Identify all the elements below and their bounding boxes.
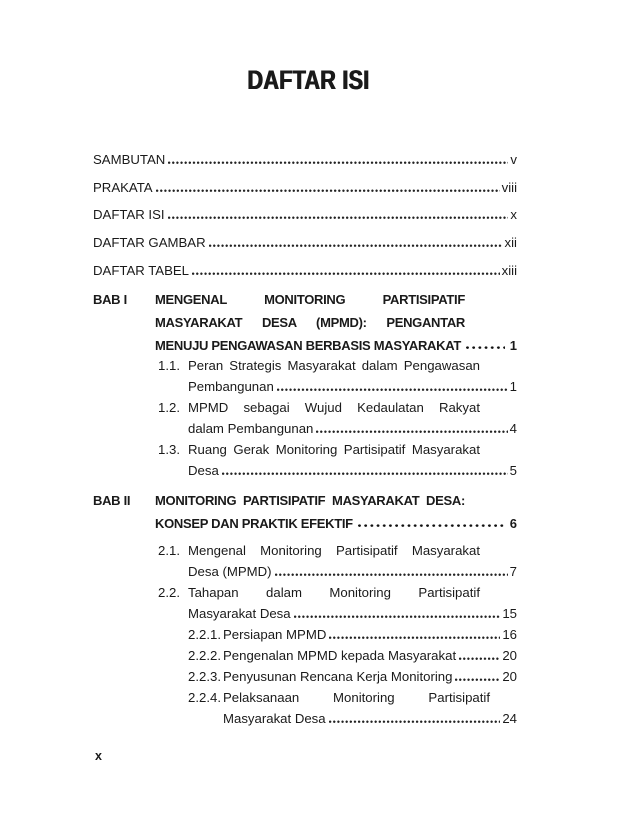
- section-title-line: Pembangunan: [188, 378, 274, 394]
- chapter-heading-bab-1[interactable]: [93, 288, 517, 357]
- section-title-line: Ruang Gerak Monitoring Partisipatif Masyarakat: [188, 441, 480, 457]
- chapter-bab-1: [93, 288, 517, 481]
- dot-leader: [222, 472, 508, 475]
- dot-leader: [275, 573, 508, 576]
- chapter-page: 6: [509, 515, 517, 531]
- section-title-line: Peran Strategis Masyarakat dalam Pengawasan: [188, 357, 480, 373]
- toc-entry-page: v: [510, 152, 517, 167]
- section-title-line: MPMD sebagai Wujud Kedaulatan Rakyat: [188, 399, 480, 415]
- section-number: 1.3.: [158, 441, 180, 457]
- toc-entry-label: DAFTAR TABEL: [93, 262, 189, 278]
- chapter-title-line: MENUJU PENGAWASAN BERBASIS MASYARAKAT: [155, 337, 461, 353]
- section-number: 2.1.: [158, 542, 180, 558]
- section-title-line: Mengenal Monitoring Partisipatif Masyarakat: [188, 542, 480, 558]
- subsection-page: 20: [502, 668, 517, 684]
- dot-leader: [168, 161, 508, 164]
- section-page: 4: [509, 420, 517, 436]
- toc-entry-page: xii: [504, 235, 517, 251]
- toc-entry-page: xiii: [501, 262, 517, 278]
- dot-leader: [466, 346, 505, 349]
- subsection-title-line: Penyusunan Rencana Kerja Monitoring: [223, 668, 453, 684]
- chapter-label: BAB I: [93, 291, 127, 307]
- subsection-number: 2.2.2.: [188, 647, 221, 663]
- subsection-title-line: Masyarakat Desa: [223, 710, 326, 726]
- dot-leader: [459, 657, 500, 660]
- chapter-sections: [158, 355, 517, 481]
- toc-entry-2-2-1[interactable]: [188, 624, 517, 645]
- section-page: 7: [509, 563, 517, 579]
- toc-entry-2-2[interactable]: [158, 582, 517, 729]
- toc-entry-1-1[interactable]: [158, 355, 517, 397]
- chapter-title-line: MASYARAKAT DESA (MPMD): PENGANTAR: [155, 314, 465, 330]
- chapter-page: 1: [509, 337, 517, 353]
- chapter-title-line: MONITORING PARTISIPATIF MASYARAKAT DESA:: [155, 492, 465, 508]
- toc-entry-label: DAFTAR GAMBAR: [93, 235, 206, 251]
- chapter-title-line: KONSEP DAN PRAKTIK EFEKTIF: [155, 515, 353, 531]
- subsection-number: 2.2.3.: [188, 668, 221, 684]
- subsection-title-line: Persiapan MPMD: [223, 626, 327, 642]
- toc-entry-sambutan[interactable]: [93, 146, 517, 174]
- dot-leader: [455, 678, 500, 681]
- toc-entry-daftar-tabel[interactable]: [93, 257, 517, 285]
- toc-entry-prakata[interactable]: [93, 174, 517, 202]
- dot-leader: [192, 272, 500, 275]
- subsection-number: 2.2.1.: [188, 626, 221, 642]
- page-title: DAFTAR ISI: [247, 65, 370, 95]
- toc-entry-1-2[interactable]: [158, 397, 517, 439]
- toc-entry-label: PRAKATA: [93, 179, 153, 195]
- section-page: 15: [502, 605, 517, 621]
- toc-entry-label: SAMBUTAN: [93, 152, 166, 167]
- section-number: 2.2.: [158, 584, 180, 600]
- chapter-heading-bab-2[interactable]: [93, 489, 517, 535]
- toc-entry-1-3[interactable]: [158, 439, 517, 481]
- subsection-number: 2.2.4.: [188, 689, 221, 705]
- chapter-title: [155, 288, 517, 357]
- subsection-page: 16: [502, 626, 517, 642]
- chapter-title: [155, 489, 517, 535]
- toc-entry-2-2-3[interactable]: [188, 666, 517, 687]
- dot-leader: [277, 388, 508, 391]
- dot-leader: [358, 524, 505, 527]
- section-title-line: Masyarakat Desa: [188, 605, 291, 621]
- dot-leader: [168, 216, 509, 219]
- section-title-line: dalam Pembangunan: [188, 420, 314, 436]
- section-page: 1: [509, 378, 517, 394]
- dot-leader: [329, 636, 500, 639]
- toc-entry-daftar-gambar[interactable]: [93, 229, 517, 257]
- table-of-contents: [93, 146, 517, 729]
- toc-entry-2-2-2[interactable]: [188, 645, 517, 666]
- chapter-sections: [158, 540, 517, 729]
- chapter-bab-2: [93, 489, 517, 729]
- dot-leader: [294, 615, 501, 618]
- dot-leader: [329, 720, 501, 723]
- subsection-page: 24: [502, 710, 517, 726]
- chapter-title-line: MENGENAL MONITORING PARTISIPATIF: [155, 291, 465, 307]
- section-page: 5: [509, 462, 517, 478]
- dot-leader: [156, 189, 500, 192]
- toc-entry-page: x: [510, 207, 517, 223]
- subsection-page: 20: [502, 647, 517, 663]
- toc-entry-2-1[interactable]: [158, 540, 517, 582]
- toc-entry-label: DAFTAR ISI: [93, 207, 165, 223]
- section-title-line: Tahapan dalam Monitoring Partisipatif: [188, 584, 480, 600]
- page-number-footer: x: [95, 748, 102, 763]
- toc-entry-daftar-isi[interactable]: [93, 201, 517, 229]
- section-number: 1.2.: [158, 399, 180, 415]
- subsection-title-line: Pelaksanaan Monitoring Partisipatif: [223, 689, 490, 705]
- subsection-title-line: Pengenalan MPMD kepada Masyarakat: [223, 647, 457, 663]
- dot-leader: [209, 244, 503, 247]
- chapter-label: BAB II: [93, 492, 131, 508]
- section-number: 1.1.: [158, 357, 180, 373]
- toc-entry-2-2-4[interactable]: [188, 687, 517, 729]
- dot-leader: [316, 430, 507, 433]
- section-title-line: Desa: [188, 462, 219, 478]
- section-title-line: Desa (MPMD): [188, 563, 272, 579]
- toc-entry-page: viii: [501, 179, 517, 195]
